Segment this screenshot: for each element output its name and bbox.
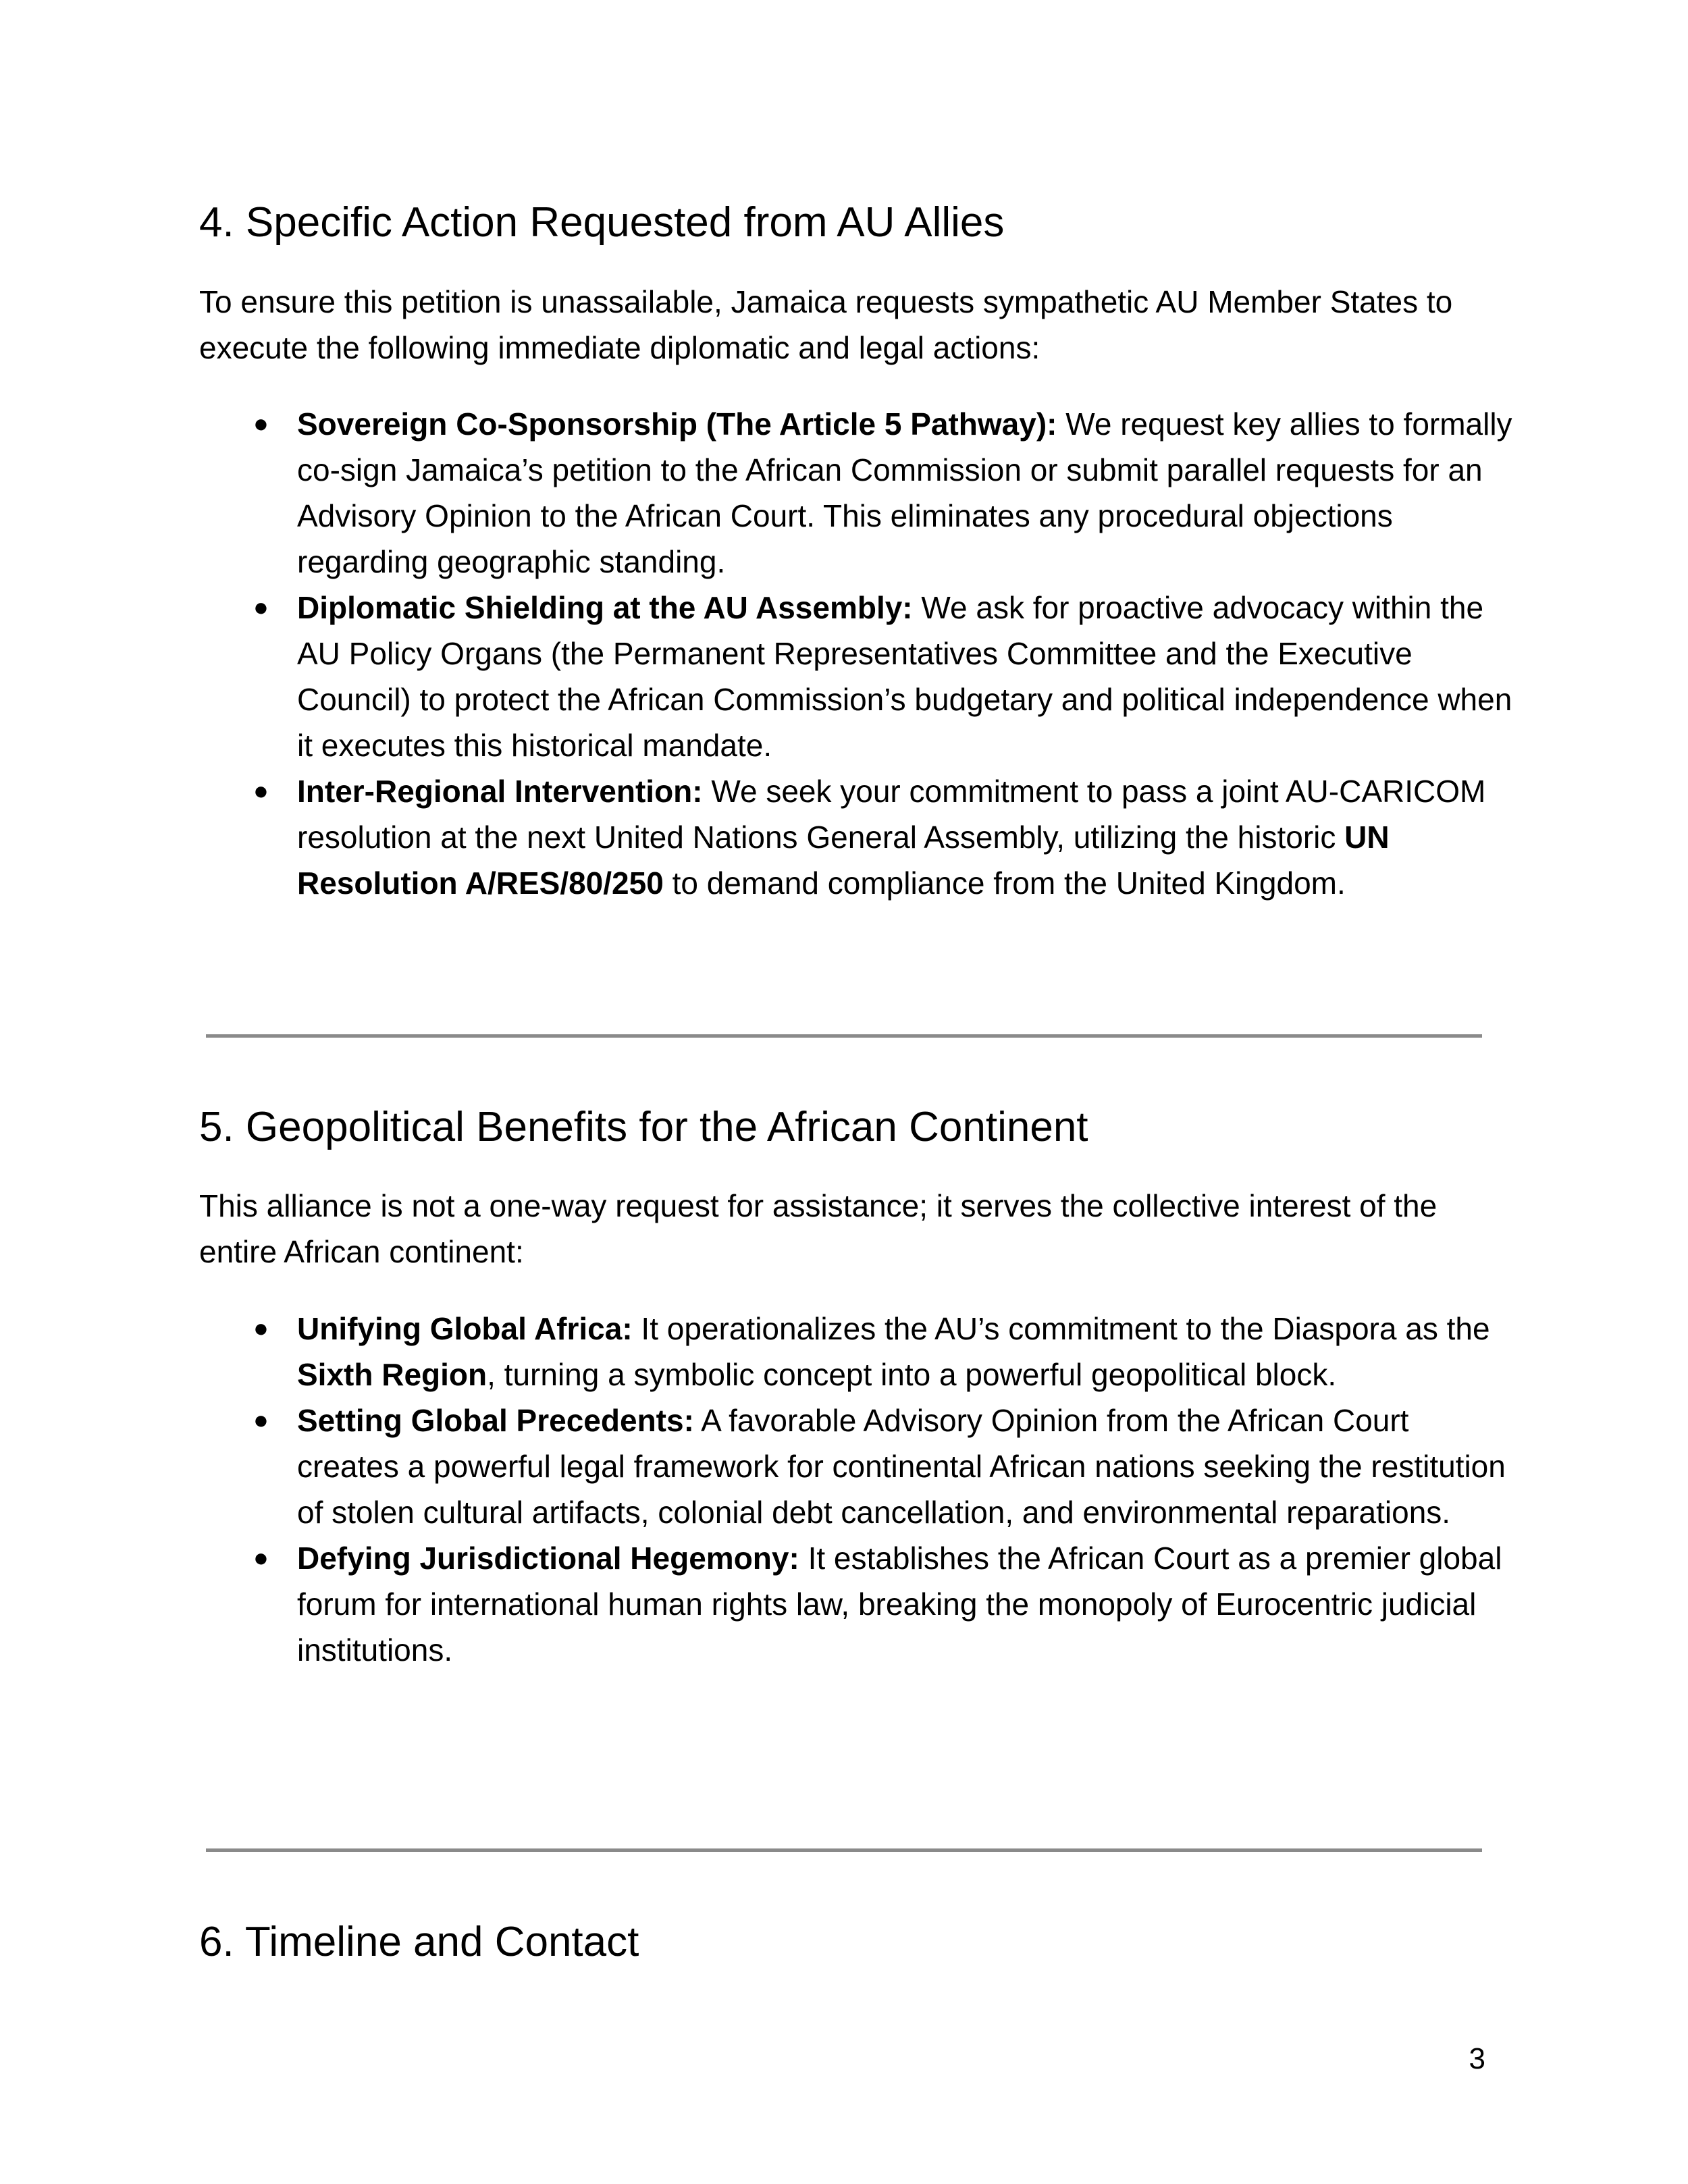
page-number: 3 bbox=[1469, 2042, 1485, 2075]
list-item bbox=[199, 1397, 1516, 1535]
list-item bbox=[199, 401, 1516, 585]
section-5-intro: This alliance is not a one-way request for assistance; it serves the collective interest of the entire African continent: bbox=[199, 1188, 1438, 1269]
bullet-icon: ● bbox=[253, 410, 269, 438]
bullet-icon: ● bbox=[253, 1406, 269, 1435]
bullet-text: We seek your commitment to pass a joint AU-CARICOM resolution at the next United Nations General Assembly, utilizing the historic bbox=[297, 774, 1486, 855]
bullet-text: We ask for proactive advocacy within the AU Policy Organs (the Permanent Representatives Committee and the Executive Council) to protect the African Commission’s budgetary and political independence when it executes this historical mandate. bbox=[297, 590, 1512, 763]
bullet-text: , turning a symbolic concept into a powerful geopolitical block. bbox=[487, 1357, 1337, 1392]
bullet-icon: ● bbox=[253, 1314, 269, 1343]
list-item bbox=[199, 768, 1516, 906]
section-5-bullet-list bbox=[199, 1306, 1516, 1673]
sixth-region-term: Sixth Region bbox=[297, 1357, 487, 1392]
list-item bbox=[199, 585, 1516, 768]
bullet-text: We request key allies to formally co-sign Jamaica’s petition to the African Commission or submit parallel requests for an Advisory Opinion to the African Court. This eliminates any procedural objections regarding geographic standing. bbox=[297, 406, 1512, 579]
bullet-lead: Diplomatic Shielding at the AU Assembly: bbox=[297, 590, 913, 625]
list-item bbox=[199, 1535, 1516, 1673]
section-divider bbox=[206, 1848, 1482, 1852]
section-4-heading: 4. Specific Action Requested from AU Allies bbox=[199, 199, 1005, 246]
section-5-heading: 5. Geopolitical Benefits for the African Continent bbox=[199, 1104, 1088, 1150]
bullet-icon: ● bbox=[253, 593, 269, 622]
bullet-icon: ● bbox=[253, 1544, 269, 1572]
list-item bbox=[199, 1306, 1516, 1397]
section-4-bullet-list bbox=[199, 401, 1516, 906]
section-6-heading: 6. Timeline and Contact bbox=[199, 1919, 639, 1965]
resolution-reference: UN Resolution A/RES/80/250 bbox=[297, 820, 1390, 901]
bullet-text: to demand compliance from the United Kingdom. bbox=[663, 865, 1346, 901]
bullet-lead: Setting Global Precedents: bbox=[297, 1403, 694, 1438]
bullet-icon: ● bbox=[253, 777, 269, 805]
bullet-lead: Unifying Global Africa: bbox=[297, 1311, 633, 1346]
bullet-lead: Inter-Regional Intervention: bbox=[297, 774, 703, 809]
bullet-text: It operationalizes the AU’s commitment to the Diaspora as the bbox=[632, 1311, 1490, 1346]
section-4-intro: To ensure this petition is unassailable, Jamaica requests sympathetic AU Member States to execute the following immediate diplomatic and legal actions: bbox=[199, 284, 1453, 365]
bullet-lead: Defying Jurisdictional Hegemony: bbox=[297, 1541, 799, 1576]
section-divider bbox=[206, 1034, 1482, 1038]
bullet-text: It establishes the African Court as a premier global forum for international human rights law, breaking the monopoly of Eurocentric judicial institutions. bbox=[297, 1541, 1502, 1668]
bullet-lead: Sovereign Co-Sponsorship (The Article 5 Pathway): bbox=[297, 406, 1057, 442]
bullet-text: A favorable Advisory Opinion from the African Court creates a powerful legal framework for continental African nations seeking the restitution of stolen cultural artifacts, colonial debt cancellation, and environmental reparations. bbox=[297, 1403, 1506, 1530]
